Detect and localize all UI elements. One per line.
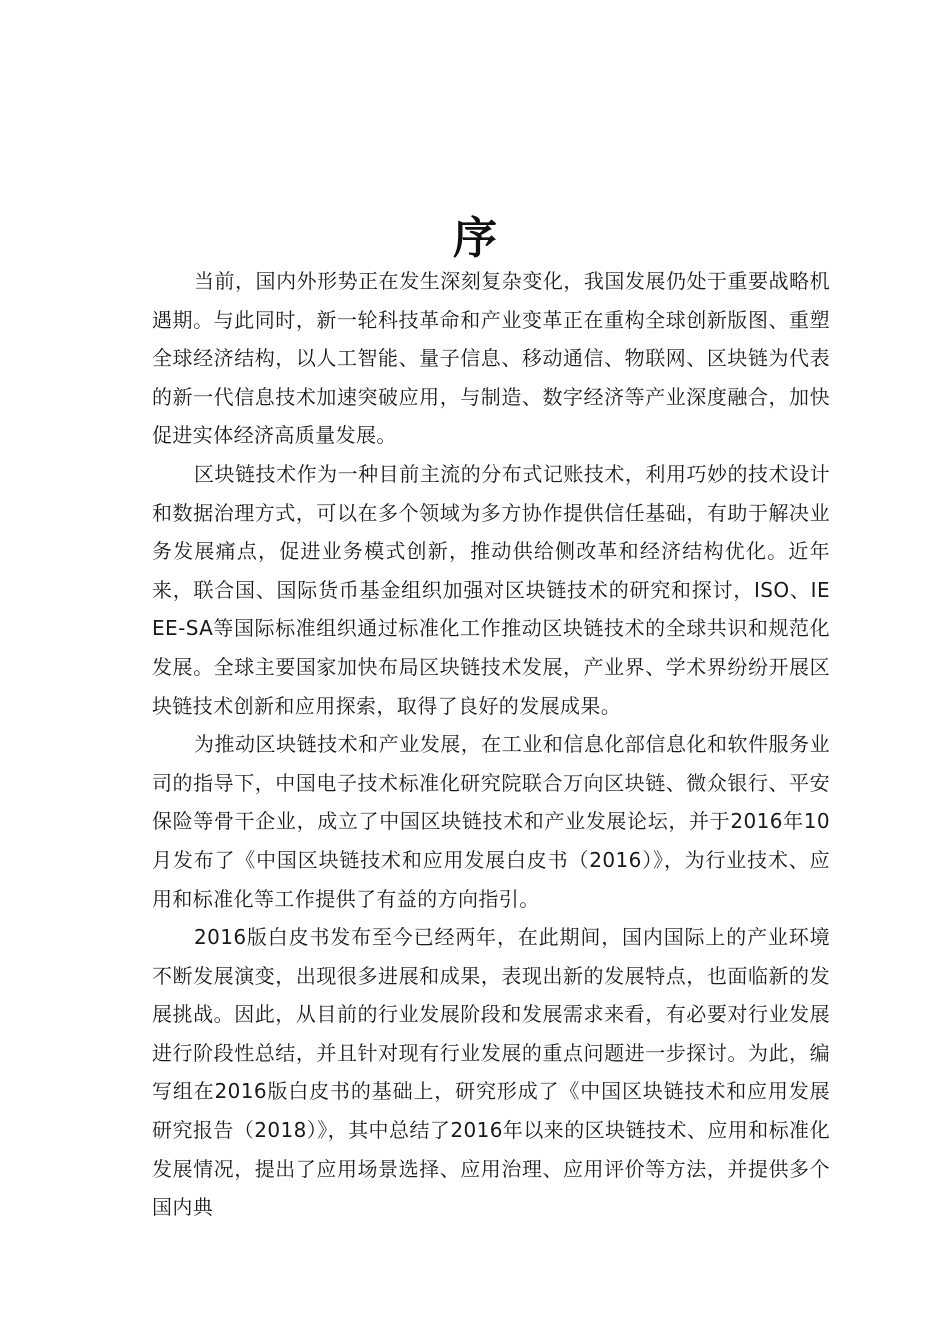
page-title: 序 — [453, 213, 497, 265]
paragraph-2: 区块链技术作为一种目前主流的分布式记账技术，利用巧妙的技术设计和数据治理方式，可以在多个领域为多方协作提供信任基础，有助于解决业务发展痛点，促进业务模式创新，推动供给侧改革和经济结构优化。近年来，联合国、国际货币基金组织加强对区块链技术的研究和探讨，ISO、IEEE-SA等国际标准组织通过标准化工作推动区块链技术的全球共识和规范化发展。全球主要国家加快布局区块链技术发展，产业界、学术界纷纷开展区块链技术创新和应用探索，取得了良好的发展成果。 — [152, 461, 830, 718]
preface-body — [152, 262, 830, 1227]
paragraph-1: 当前，国内外形势正在发生深刻复杂变化，我国发展仍处于重要战略机遇期。与此同时，新一轮科技革命和产业变革正在重构全球创新版图、重塑全球经济结构，以人工智能、量子信息、移动通信、物联网、区块链为代表的新一代信息技术加速突破应用，与制造、数字经济等产业深度融合，加快促进实体经济高质量发展。 — [152, 269, 830, 448]
paragraph-3: 为推动区块链技术和产业发展，在工业和信息化部信息化和软件服务业司的指导下，中国电子技术标准化研究院联合万向区块链、微众银行、平安保险等骨干企业，成立了中国区块链技术和产业发展论坛，并于2016年10月发布了《中国区块链技术和应用发展白皮书（2016）》，为行业技术、应用和标准化等工作提供了有益的方向指引。 — [152, 732, 830, 911]
paragraph-4: 2016版白皮书发布至今已经两年，在此期间，国内国际上的产业环境不断发展演变，出现很多进展和成果，表现出新的发展特点，也面临新的发展挑战。因此，从目前的行业发展阶段和发展需求来看，有必要对行业发展进行阶段性总结，并且针对现有行业发展的重点问题进一步探讨。为此，编写组在2016版白皮书的基础上，研究形成了《中国区块链技术和应用发展研究报告（2018）》，其中总结了2016年以来的区块链技术、应用和标准化发展情况，提出了应用场景选择、应用治理、应用评价等方法，并提供多个国内典 — [152, 925, 830, 1220]
